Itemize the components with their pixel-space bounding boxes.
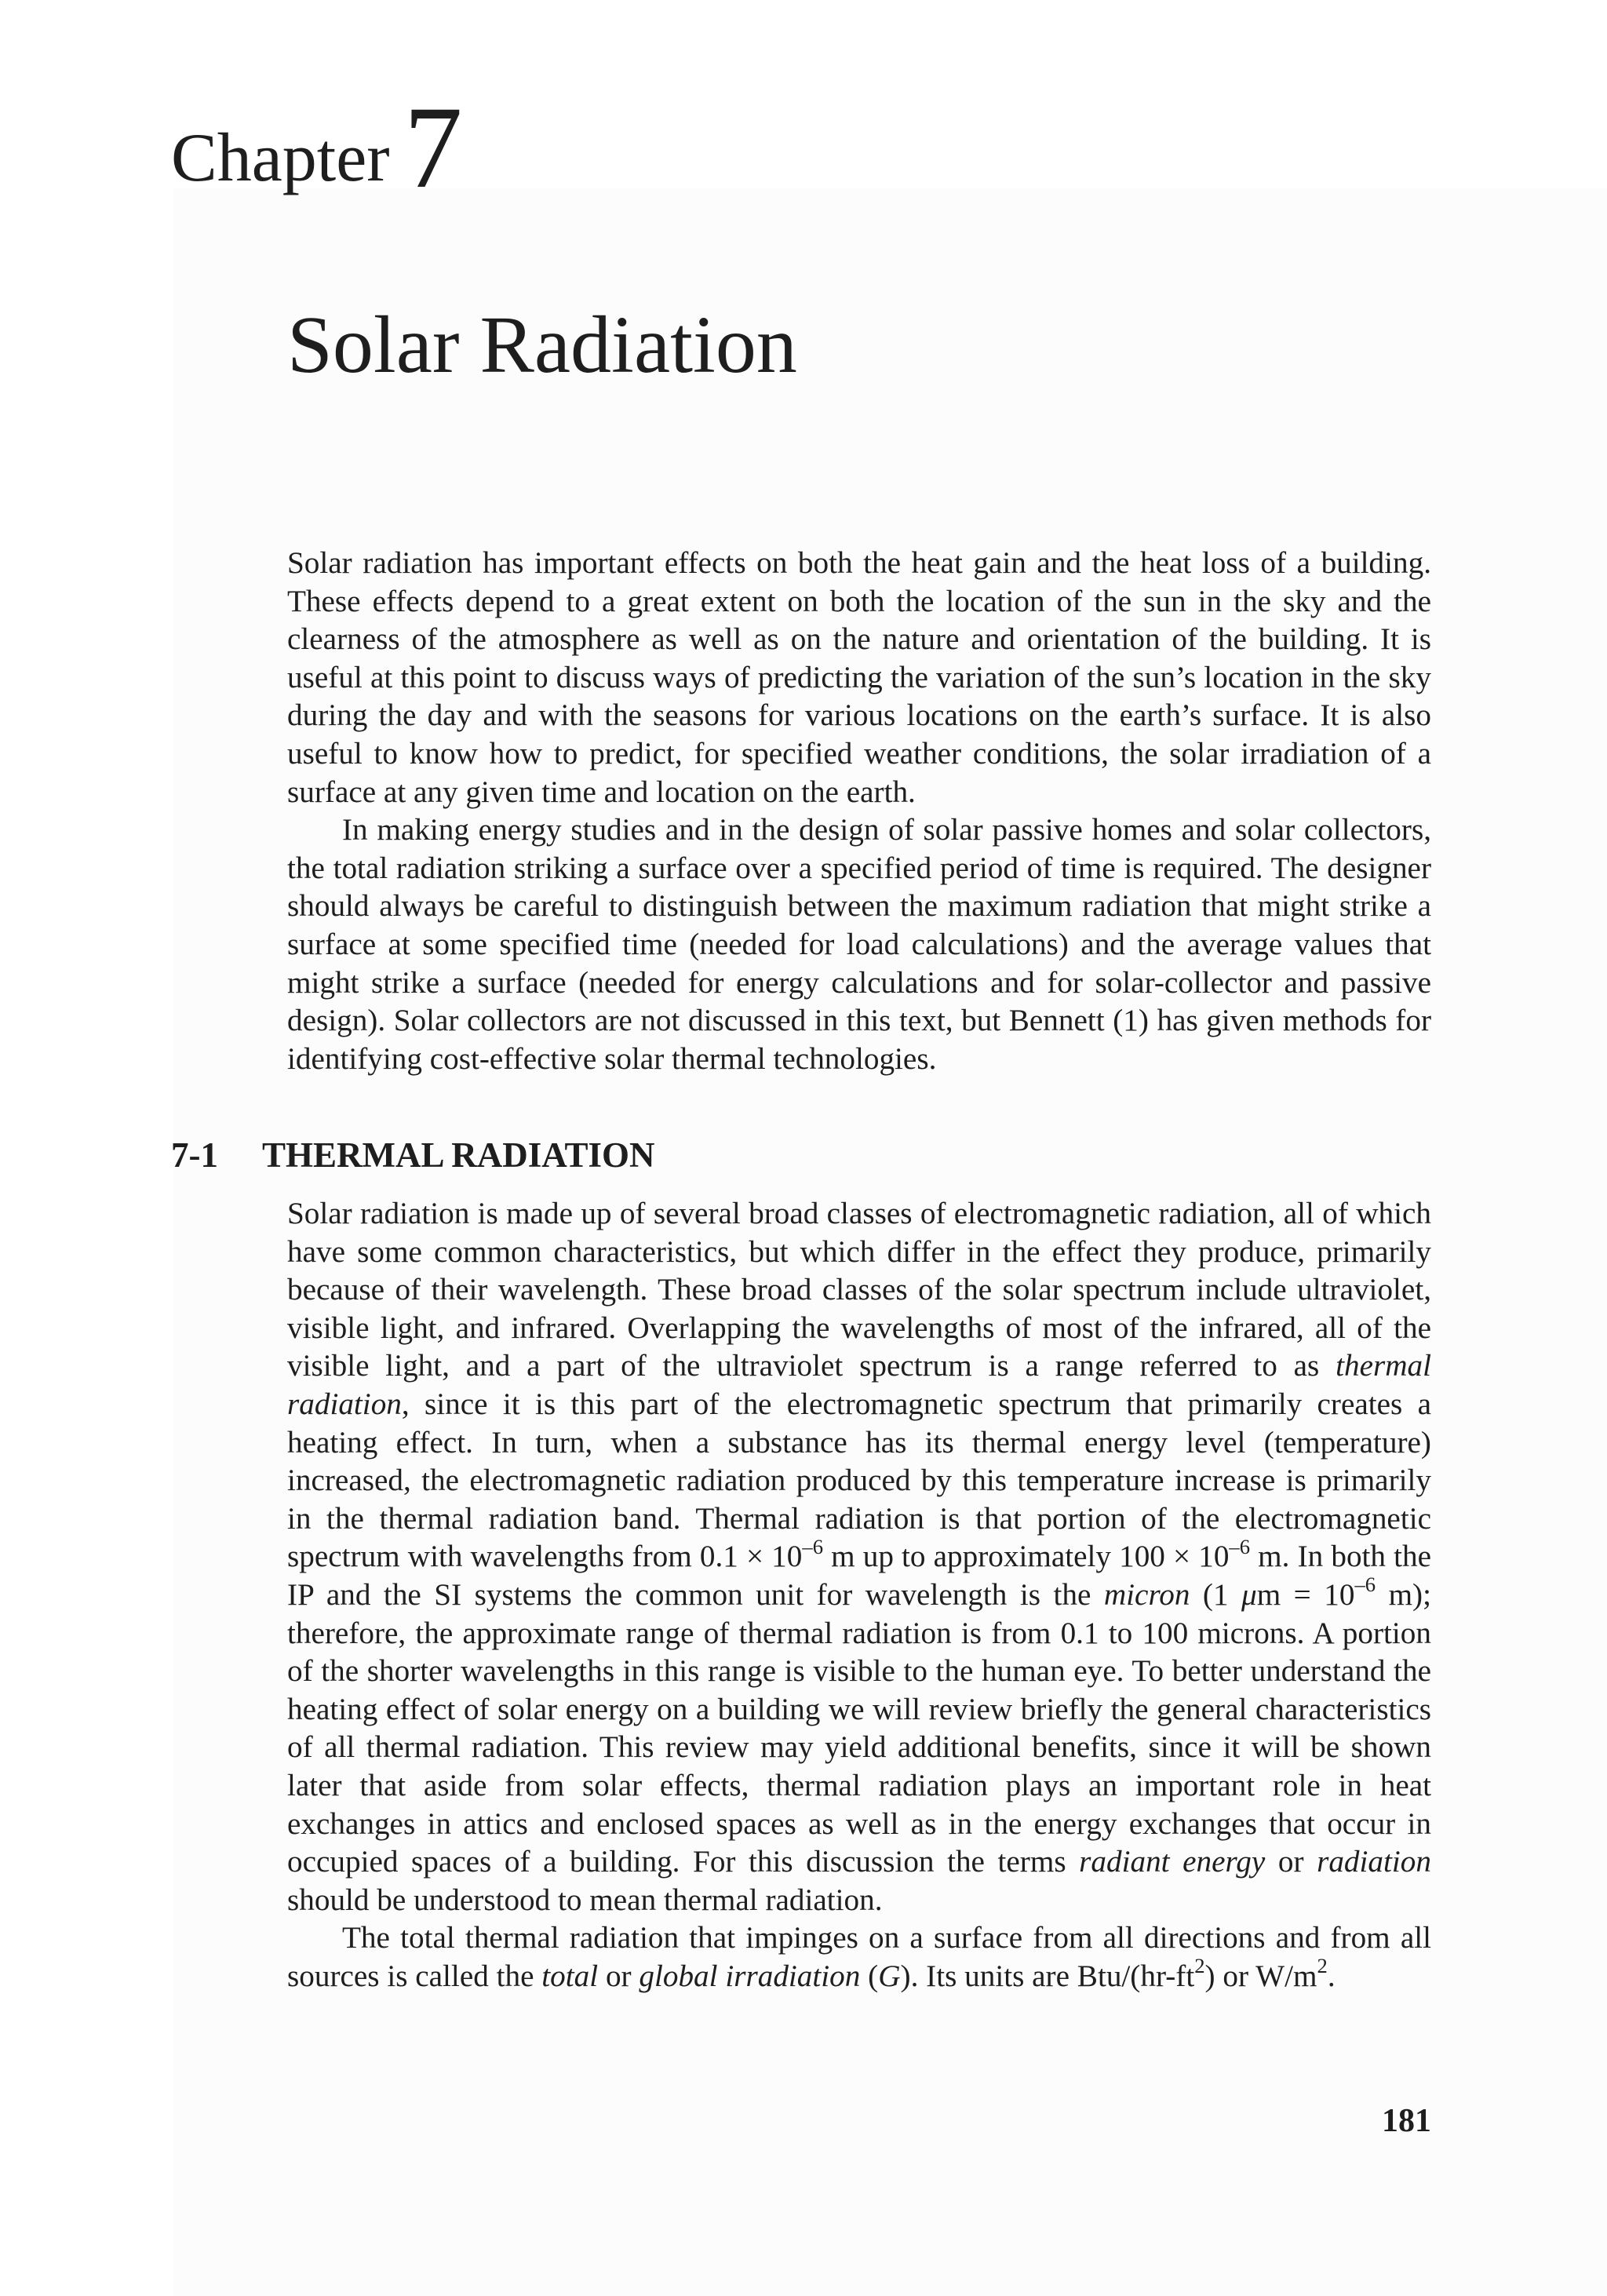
section-text [287, 1195, 1431, 1995]
text-run: (1 [1190, 1577, 1242, 1612]
exponent: –6 [1354, 1573, 1376, 1597]
term-radiant-energy: radiant energy [1079, 1845, 1266, 1879]
term-global-irradiation: global irradiation [639, 1959, 861, 1993]
text-run: , since it is this part of the electromagnetic spectrum that primarily creates a heating effect. In turn, when a substance has its thermal energy level (temperature) increased, the electromagnetic radiation produced by this temperature increase is primarily in the thermal radiation band. Thermal radiation is that portion of the electromagnetic spectrum with wavelengths from 0.1 × 10 [287, 1387, 1431, 1574]
section-heading [171, 1135, 655, 1175]
chapter-number: 7 [403, 82, 463, 213]
term-micron: micron [1103, 1577, 1190, 1612]
exponent: –6 [1229, 1534, 1251, 1558]
section-title: THERMAL RADIATION [262, 1135, 655, 1175]
section-paragraph-1 [287, 1195, 1431, 1919]
mu-symbol: μ [1241, 1577, 1257, 1612]
section-paragraph-2 [287, 1919, 1431, 1995]
section-number: 7-1 [171, 1135, 218, 1175]
chapter-title: Solar Radiation [287, 300, 797, 390]
text-run: . [1327, 1959, 1336, 1993]
chapter-label [171, 82, 463, 213]
text-run: m. In both the IP and the SI systems the common unit for wavelength is the [287, 1540, 1432, 1612]
text-run: m up to approximately 100 × 10 [823, 1540, 1230, 1574]
text-run: or [598, 1959, 640, 1993]
term-thermal-radiation: thermal radiation [287, 1349, 1431, 1421]
intro-paragraph-2: In making energy studies and in the design of solar passive homes and solar collectors, the total radiation striking a surface over a specified period of time is required. The designer should always be careful to distinguish between the maximum radiation that might strike a surface at some specified time (needed for load calculations) and the average values that might strike a surface (needed for energy calculations and for solar-collector and passive design). Solar collectors are not discussed in this text, but Bennett (1) has given methods for identifying cost-effective solar thermal technologies. [287, 813, 1431, 1076]
exponent: –6 [802, 1534, 824, 1558]
term-radiation: radiation [1317, 1845, 1431, 1879]
text-run: m); therefore, the approximate range of thermal radiation is from 0.1 to 100 microns. A portion of the shorter wavelengths in this range is visible to the human eye. To better understand the heating effect of solar energy on a building we will review briefly the general characteristics of all thermal radiation. This review may yield additional benefits, since it will be shown later that aside from solar effects, thermal radiation plays an important role in heat exchanges in attics and enclosed spaces as well as in the energy exchanges that occur in occupied spaces of a building. For this discussion the terms [287, 1577, 1431, 1879]
text-run: should be understood to mean thermal radiation. [287, 1882, 883, 1917]
text-run: m = 10 [1256, 1577, 1355, 1612]
text-run: Solar radiation is made up of several broad classes of electromagnetic radiation, all of which have some common characteristics, but which differ in the effect they produce, primarily because of their wavelength. These broad classes of the solar spectrum include ultraviolet, visible light, and infrared. Overlapping the wavelengths of most of the infrared, all of the visible light, and a part of the ultraviolet spectrum is a range referred to as [287, 1197, 1431, 1383]
chapter-word: Chapter [171, 120, 390, 196]
exponent: 2 [1194, 1954, 1205, 1978]
text-run: ) or W/m [1204, 1959, 1317, 1993]
intro-paragraph-1: Solar radiation has important effects on both the heat gain and the heat loss of a building. These effects depend to a great extent on both the location of the sun in the sky and the clearness of the atmosphere as well as on the nature and orientation of the building. It is useful at this point to discuss ways of predicting the variation of the sun’s location in the sky during the day and with the seasons for various locations on the earth’s surface. It is also useful to know how to predict, for specified weather conditions, the solar irradiation of a surface at any given time and location on the earth. [287, 546, 1431, 809]
text-run: The total thermal radiation that impinges on a surface from all directions and from all sources is called the [287, 1921, 1431, 1993]
term-total: total [541, 1959, 599, 1993]
text-run: ). Its units are Btu/(hr-ft [900, 1959, 1195, 1993]
exponent: 2 [1317, 1954, 1328, 1978]
symbol-g: G [878, 1959, 901, 1993]
text-run: or [1265, 1845, 1317, 1879]
intro-text [287, 545, 1431, 1078]
text-run: ( [860, 1959, 879, 1993]
page-number: 181 [1382, 2103, 1431, 2139]
